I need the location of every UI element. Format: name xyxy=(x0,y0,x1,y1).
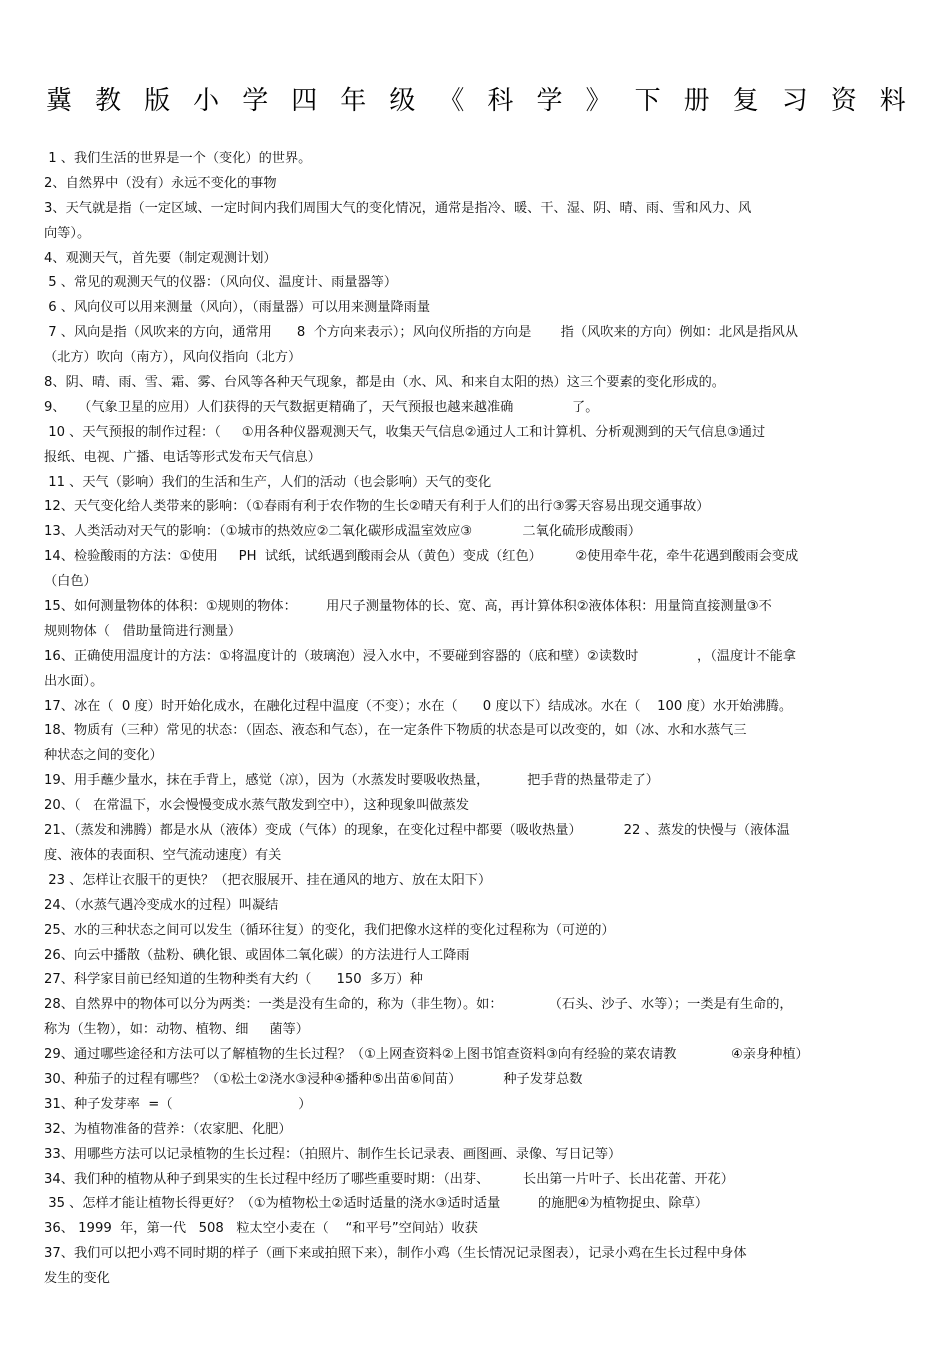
text-line: 10 、天气预报的制作过程：（ ①用各种仪器观测天气，收集天气信息②通过人工和计算机、分析观测到的天气信息③通过 xyxy=(44,424,766,440)
text-line: 30、种茄子的过程有哪些？（①松土②浇水③浸种④播种⑤出苗⑥间苗） 种子发芽总数 xyxy=(44,1071,583,1087)
document-body xyxy=(44,147,904,1292)
title-char: 教 xyxy=(95,86,122,116)
text-line: 16、正确使用温度计的方法：①将温度计的（玻璃泡）浸入水中，不要碰到容器的（底和壁）②读数时 ，（温度计不能拿 xyxy=(44,648,796,664)
text-line: 37、我们可以把小鸡不同时期的样子（画下来或拍照下来），制作小鸡（生长情况记录图表），记录小鸡在生长过程中身体 xyxy=(44,1246,747,1262)
title-char: 冀 xyxy=(46,86,73,116)
text-line: 29、通过哪些途径和方法可以了解植物的生长过程？（①上网查资料②上图书馆查资料③向有经验的菜农请教 ④亲身种植） xyxy=(44,1047,809,1063)
text-line: （白色） xyxy=(44,574,97,590)
text-line: 19、用手蘸少量水，抹在手背上，感觉（凉），因为（水蒸发时要吸收热量， 把手背的热量带走了） xyxy=(44,773,659,789)
text-line: 23 、怎样让衣服干的更快？（把衣服展开、挂在通风的地方、放在太阳下） xyxy=(44,872,492,888)
text-line: 18、物质有（三种）常见的状态：（固态、液态和气态），在一定条件下物质的状态是可以改变的，如（冰、水和水蒸气三 xyxy=(44,723,747,739)
title-char: 》 xyxy=(585,86,612,116)
page-title xyxy=(46,80,906,117)
text-line: 2、自然界中（没有）永远不变化的事物 xyxy=(44,175,277,191)
text-line: 17、冰在（ 0 度）时开始化成水，在融化过程中温度（不变）；水在（ 0 度以下）结成冰。水在（ 100 度）水开始沸腾。 xyxy=(44,698,793,714)
title-char: 年 xyxy=(340,86,367,116)
text-line: 11 、天气（影响）我们的生活和生产，人们的活动（也会影响）天气的变化 xyxy=(44,474,492,490)
text-line: 5 、常见的观测天气的仪器：（风向仪、温度计、雨量器等） xyxy=(44,275,398,291)
text-line: （北方）吹向（南方），风向仪指向（北方） xyxy=(44,350,302,366)
title-char: 学 xyxy=(242,86,269,116)
text-line: 24、（水蒸气遇冷变成水的过程）叫凝结 xyxy=(44,897,279,913)
title-char: 复 xyxy=(732,86,759,116)
title-char: 级 xyxy=(389,86,416,116)
text-line: 27、科学家目前已经知道的生物种类有大约（ 150 多万）种 xyxy=(44,972,423,988)
text-line: 3、天气就是指（一定区域、一定时间内我们周围大气的变化情况，通常是指冷、暖、干、湿、阴、晴、雨、雪和风力、风 xyxy=(44,200,752,216)
text-line: 9、 （气象卫星的应用）人们获得的天气数据更精确了，天气预报也越来越准确 了。 xyxy=(44,399,599,415)
title-char: 四 xyxy=(291,86,318,116)
text-line: 规则物体（ 借助量筒进行测量） xyxy=(44,623,242,639)
text-line: 36、 1999 年，第一代 508 粒太空小麦在（ “和平号”空间站）收获 xyxy=(44,1221,478,1237)
title-char: 科 xyxy=(487,86,514,116)
text-line: 报纸、电视、广播、电话等形式发布天气信息） xyxy=(44,449,321,465)
text-line: 称为（生物），如：动物、植物、细 菌等） xyxy=(44,1022,309,1038)
text-line: 4、观测天气，首先要（制定观测计划） xyxy=(44,250,277,266)
text-line: 7 、风向是指（风吹来的方向，通常用 8 个方向来表示）；风向仪所指的方向是 指（风吹来的方向）例如：北风是指风从 xyxy=(44,325,799,341)
title-char: 料 xyxy=(879,86,906,116)
text-line: 度、液体的表面积、空气流动速度）有关 xyxy=(44,847,282,863)
title-char: 资 xyxy=(830,86,857,116)
text-line: 向等）。 xyxy=(44,225,91,241)
text-line: 6 、风向仪可以用来测量（风向），（雨量器）可以用来测量降雨量 xyxy=(44,300,431,316)
text-line: 14、检验酸雨的方法：①使用 PH 试纸，试纸遇到酸雨会从（黄色）变成（红色） ②使用牵牛花，牵牛花遇到酸雨会变成 xyxy=(44,549,799,565)
text-line: 1 、我们生活的世界是一个（变化）的世界。 xyxy=(44,151,312,166)
text-line: 出水面）。 xyxy=(44,673,104,689)
title-char: 习 xyxy=(781,86,808,116)
text-line: 28、自然界中的物体可以分为两类：一类是没有生命的，称为（非生物）。如： （石头、沙子、水等）；一类是有生命的， xyxy=(44,997,793,1013)
text-line: 13、人类活动对天气的影响：（①城市的热效应②二氧化碳形成温室效应③ 二氧化硫形成酸雨） xyxy=(44,524,642,540)
text-line: 32、为植物准备的营养：（农家肥、化肥） xyxy=(44,1121,292,1137)
text-line: 20、（ 在常温下，水会慢慢变成水蒸气散发到空中），这种现象叫做蒸发 xyxy=(44,798,469,814)
text-line: 发生的变化 xyxy=(44,1271,110,1287)
title-char: 下 xyxy=(634,86,661,116)
title-char: 学 xyxy=(536,86,563,116)
title-char: 《 xyxy=(438,86,465,116)
text-line: 33、用哪些方法可以记录植物的生长过程：（拍照片、制作生长记录表、画图画、录像、写日记等） xyxy=(44,1146,622,1162)
text-line: 35 、怎样才能让植物长得更好？（①为植物松土②适时适量的浇水③适时适量 的施肥④为植物捉虫、除草） xyxy=(44,1196,709,1212)
text-line: 种状态之间的变化） xyxy=(44,748,163,764)
text-line: 15、如何测量物体的体积：①规则的物体： 用尺子测量物体的长、宽、高，再计算体积②液体体积：用量筒直接测量③不 xyxy=(44,599,772,615)
text-line: 12、天气变化给人类带来的影响：（①春雨有利于农作物的生长②晴天有利于人们的出行③雾天容易出现交通事故） xyxy=(44,499,710,515)
text-line: 8、阴、晴、雨、雪、霜、雾、台风等各种天气现象，都是由（水、风、和来自太阳的热）这三个要素的变化形成的。 xyxy=(44,375,725,391)
text-line: 21、（蒸发和沸腾）都是水从（液体）变成（气体）的现象，在变化过程中都要（吸收热量） 22 、蒸发的快慢与（液体温 xyxy=(44,823,790,839)
title-char: 小 xyxy=(193,86,220,116)
text-line: 25、水的三种状态之间可以发生（循环往复）的变化，我们把像水这样的变化过程称为（可逆的） xyxy=(44,922,615,938)
text-line: 34、我们种的植物从种子到果实的生长过程中经历了哪些重要时期：（出芽、 长出第一片叶子、长出花蕾、开花） xyxy=(44,1171,734,1187)
title-char: 册 xyxy=(683,86,710,116)
text-line: 26、向云中播散（盐粉、碘化银、或固体二氧化碳）的方法进行人工降雨 xyxy=(44,947,470,963)
title-char: 版 xyxy=(144,86,171,116)
text-line: 31、种子发芽率 =（ ） xyxy=(44,1096,312,1112)
